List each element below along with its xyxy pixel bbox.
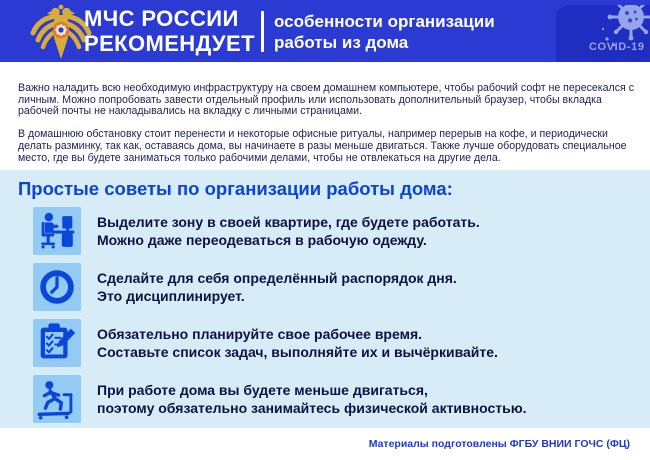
intro-section — [18, 83, 636, 175]
tips-section — [0, 170, 650, 428]
tip-line-1: Сделайте для себя определённый распорядок дня. — [97, 269, 457, 286]
header-divider — [261, 11, 264, 52]
footer-credit: Материалы подготовлены ФГБУ ВНИИ ГОЧС (ФЦ) — [368, 438, 630, 450]
clock-icon — [33, 263, 81, 311]
treadmill-icon — [33, 375, 81, 423]
covid-19-label: COVID-19 — [589, 41, 645, 53]
brand-line-1: МЧС РОССИИ — [84, 6, 239, 31]
tips-list — [33, 207, 527, 431]
tip-text — [97, 269, 457, 306]
tip-row-activity — [33, 375, 527, 423]
brand-title — [84, 6, 255, 56]
tip-line-1: Обязательно планируйте свое рабочее время. — [97, 325, 423, 342]
tip-row-schedule — [33, 263, 527, 311]
subtitle-line-1: особенности организации — [274, 12, 495, 31]
tip-line-1: При работе дома вы будете меньше двигаться, — [97, 381, 428, 398]
tip-text — [97, 381, 527, 418]
header-band — [0, 0, 650, 62]
brand-line-2: РЕКОМЕНДУЕТ — [84, 31, 255, 56]
desk-worker-icon — [33, 207, 81, 255]
tip-line-2: Это дисциплинирует. — [97, 288, 245, 304]
tip-line-2: Составьте список задач, выполняйте их и вычёркивайте. — [97, 344, 498, 360]
tip-line-2: поэтому обязательно занимайтесь физической активностью. — [97, 400, 527, 416]
covid-badge — [556, 5, 650, 62]
tip-row-workspace — [33, 207, 527, 255]
subtitle-line-2: работы из дома — [274, 33, 409, 52]
tips-heading: Простые советы по организации работы дома: — [18, 178, 453, 199]
poster-subtitle — [274, 11, 495, 53]
tip-line-1: Выделите зону в своей квартире, где будете работать. — [97, 213, 480, 230]
intro-paragraph-1: Важно наладить всю необходимую инфраструктуру на своем домашнем компьютере, чтобы рабочий софт не пересекался с личным. Можно попробовать завести отдельный профиль или использовать дополнительный браузер, чтобы вкладка рабочей почты не накладывались на вкладку с личными страницами. — [18, 82, 634, 118]
tip-row-planning — [33, 319, 527, 367]
tip-text — [97, 325, 498, 362]
tip-text — [97, 213, 480, 250]
tip-line-2: Можно даже переодеваться в рабочую одежду. — [97, 232, 427, 248]
intro-paragraph-2: В домашнюю обстановку стоит перенести и некоторые офисные ритуалы, например перерыв на кофе, и периодически делать разминку, так как, оставаясь дома, вы начинаете в разы меньше двигаться. Также лучше оборудовать специальное место, где вы будете заниматься только рабочими делами, чтобы не отвлекаться на другие дела. — [18, 128, 627, 164]
checklist-icon — [33, 319, 81, 367]
